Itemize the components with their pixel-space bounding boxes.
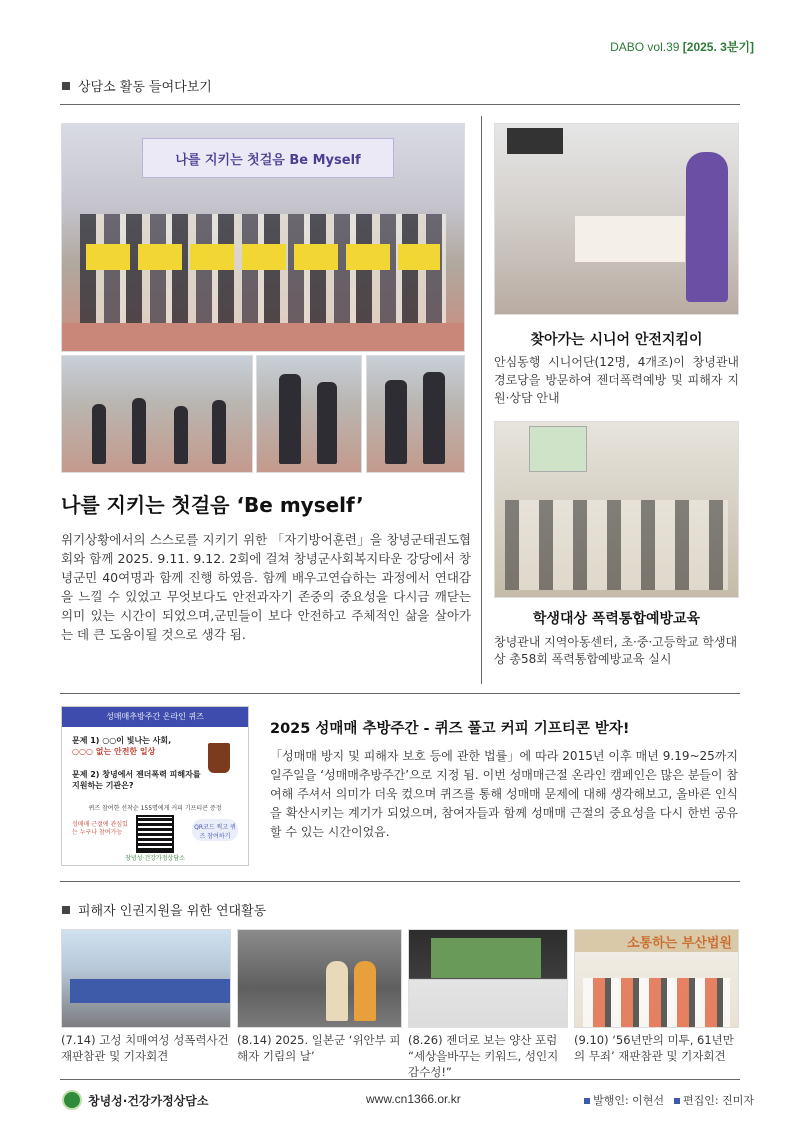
column-divider xyxy=(481,116,482,684)
poster-q2-line1: 문제 2) 창녕에서 젠더폭력 피해자를 xyxy=(72,770,201,779)
footer-website-link[interactable]: www.cn1366.or.kr xyxy=(366,1092,461,1106)
issue-prefix: DABO vol.39 xyxy=(610,40,683,54)
coffee-cup-icon xyxy=(208,743,230,773)
figure xyxy=(317,382,337,464)
poster-q1 xyxy=(72,735,171,757)
table-figure xyxy=(575,216,685,262)
footer-credits xyxy=(584,1092,754,1108)
editor-text: 편집인: 진미자 xyxy=(683,1094,754,1107)
quiz-headline: 2025 성매매 추방주간 - 퀴즈 풀고 커피 기프티콘 받자! xyxy=(270,721,630,737)
solidarity-caption-1: (7.14) 고성 치매여성 성폭력사건 재판참관 및 기자회견 xyxy=(61,1033,229,1063)
poster-side: 성매매 근절에 관심있는 누구나 참여가능 xyxy=(72,821,128,836)
solidarity-caption-3: (8.26) 젠더로 보는 양산 포럼 “세상을바꾸는 키워드, 성인지 감수성!” xyxy=(408,1033,559,1079)
court-sign-text: 소통하는 부산법원 xyxy=(627,936,732,951)
figure xyxy=(132,398,146,464)
self-defense-body: 위기상황에서의 스스로를 지키기 위한 「자기방어훈련」을 창녕군태권도협회와 함께 2025. 9.11. 9.12. 2회에 걸쳐 창녕군사회복지타운 강당에서 창녕군민 40여명과 함께 진행 하였음. 함께 배우고연습하는 과정에서 연대감을 느낄 수 있었고 무엇보다도 안전과자기 존중의 중요성을 다시금 깨닫는 의미 있는 시간이 되었으며,군민들이 보다 안전하고 주체적인 삶을 살아가는 데 큰 도움이될 것으로 생각 됨. xyxy=(61,532,471,642)
solidarity-photo-1 xyxy=(61,929,231,1028)
self-defense-headline: 나를 지키는 첫걸음 ‘Be myself’ xyxy=(61,493,364,517)
event-banner-text: 나를 지키는 첫걸음 Be Myself xyxy=(175,153,361,168)
poster-q1-line1: 문제 1) ○○이 빛나는 사회, xyxy=(72,736,172,745)
divider xyxy=(60,693,740,694)
poster-q1-line2: ○○○ 없는 안전한 일상 xyxy=(72,747,156,756)
protest-banner-figure xyxy=(70,979,230,1003)
training-photo-2 xyxy=(256,355,362,473)
court-sign xyxy=(575,930,738,952)
yellow-towels-figure xyxy=(86,244,440,270)
publisher-text: 발행인: 이현선 xyxy=(593,1094,665,1107)
figure xyxy=(92,404,106,464)
poster-foot: 창녕성·건강가정상담소 xyxy=(125,855,185,862)
center-logo-icon xyxy=(62,1090,82,1110)
event-banner xyxy=(142,138,394,178)
senior-visit-photo xyxy=(494,123,739,315)
square-bullet-icon xyxy=(584,1098,590,1104)
figure xyxy=(423,372,445,464)
volunteer-figure xyxy=(686,152,728,302)
student-title: 학생대상 폭력통합예방교육 xyxy=(532,611,701,627)
solidarity-photo-3 xyxy=(408,929,568,1028)
issue-period: [2025. 3분기] xyxy=(682,40,754,54)
self-defense-group-photo xyxy=(61,123,465,352)
figure xyxy=(174,406,188,464)
divider xyxy=(60,104,740,105)
poster-bubble: QR코드 찍고 퀴즈 참여하기 xyxy=(192,819,238,841)
solidarity-caption-4: (9.10) ‘56년만의 미투, 61년만의 무죄’ 재판참관 및 기자회견 xyxy=(574,1033,734,1063)
training-photo-3 xyxy=(366,355,465,473)
footer-org: 창녕성·건강가정상담소 xyxy=(88,1094,209,1108)
poster-note: 퀴즈 참여한 선착순 155명에게 커피 기프티콘 증정 xyxy=(88,805,222,812)
solidarity-photo-4 xyxy=(574,929,739,1028)
poster-q2 xyxy=(72,769,201,791)
qr-code-icon[interactable] xyxy=(136,815,174,853)
solidarity-caption-2: (8.14) 2025. 일본군 ‘위안부 피해자 기림의 날’ xyxy=(237,1033,401,1063)
student-class-photo xyxy=(494,421,739,598)
senior-caption: 안심동행 시니어단(12명, 4개조)이 창녕관내 경로당을 방문하여 젠더폭력예방 및 피해자 지원·상담 안내 xyxy=(494,355,739,405)
student-caption: 창녕관내 지역아동센터, 초·중·고등학교 학생대상 총58회 폭력통합예방교육 실시 xyxy=(494,635,738,666)
quiz-body: 「성매매 방지 및 피해자 보호 등에 관한 법률」에 따라 2015년 이후 매년 9.19~25까지 일주일을 ‘성매매추방주간’으로 지정 됨. 이번 성매매근절 온라인 캠페인은 많은 분들이 참여해 주셔서 의미가 더욱 컸으며 퀴즈를 통해 성매매 문제에 대해 생각해보고, 올바른 인식을 확산시키는 계기가 되었으며, 참여자들과 함께 성매매 근절의 중요성을 다시 한번 공유할 수 있는 시간이었음. xyxy=(270,749,738,839)
section-title-text: 피해자 인권지원을 위한 연대활동 xyxy=(78,904,267,919)
section-title-activities xyxy=(62,76,212,95)
solidarity-photo-2 xyxy=(237,929,402,1028)
press-group-figure xyxy=(583,978,730,1028)
poster-q2-line2: 지원하는 기관은? xyxy=(72,781,134,790)
section-title-text: 상담소 활동 들여다보기 xyxy=(78,80,212,95)
square-bullet-icon xyxy=(674,1098,680,1104)
floor-figure xyxy=(62,323,464,351)
footer-divider xyxy=(60,1079,740,1080)
training-photo-1 xyxy=(61,355,253,473)
quiz-poster xyxy=(61,706,249,866)
poster-top: 성매매추방주간 온라인 퀴즈 xyxy=(62,707,248,727)
stage-screen-figure xyxy=(431,938,541,978)
divider xyxy=(60,881,740,882)
figure xyxy=(385,380,407,464)
figure xyxy=(279,374,301,464)
section-title-solidarity xyxy=(62,900,266,919)
figure xyxy=(354,961,376,1021)
square-bullet-icon xyxy=(62,82,70,90)
senior-title: 찾아가는 시니어 안전지킴이 xyxy=(530,332,703,348)
editor xyxy=(674,1092,754,1108)
students-figure xyxy=(505,500,728,590)
issue-label xyxy=(610,38,754,55)
figure xyxy=(326,961,348,1021)
square-bullet-icon xyxy=(62,906,70,914)
figure xyxy=(212,400,226,464)
publisher xyxy=(584,1092,664,1108)
screen-figure xyxy=(529,426,587,472)
board-figure xyxy=(507,128,563,154)
